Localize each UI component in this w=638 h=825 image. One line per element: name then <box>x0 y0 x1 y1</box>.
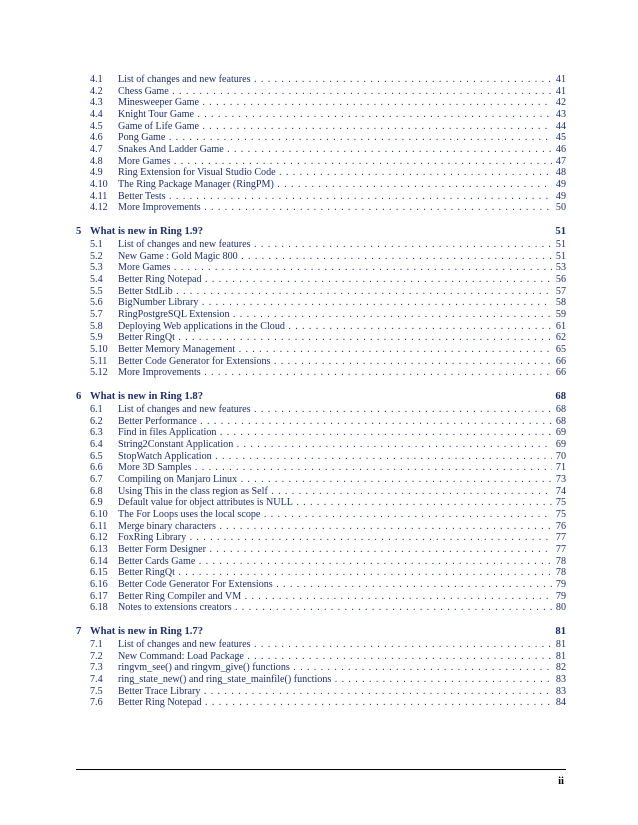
entry-page: 41 <box>555 85 566 97</box>
entry-number: 6.13 <box>90 544 108 556</box>
entry-page: 70 <box>555 450 566 462</box>
entry-number: 5.12 <box>90 367 108 379</box>
entry-title: Better Code Generator For Extensions . . . <box>118 579 552 591</box>
entry-number: 6.10 <box>90 509 108 521</box>
entry-page: 74 <box>555 485 566 497</box>
chapter-number: 7 <box>76 626 82 638</box>
entry-number: 6.14 <box>90 555 108 567</box>
entry-number: 7.3 <box>90 662 103 674</box>
entry-page: 47 <box>555 155 566 167</box>
entry-title: Default value for object attributes is NULL . . . <box>118 497 552 509</box>
entry-number: 7.1 <box>90 639 103 651</box>
entry-title: More 3D Samples . . . <box>118 462 552 474</box>
entry-title: Ring Extension for Visual Studio Code . . . <box>118 167 552 179</box>
toc-entry[interactable] <box>0 451 638 463</box>
entry-page: 48 <box>555 167 566 179</box>
toc-entry[interactable] <box>0 404 638 416</box>
entry-page: 45 <box>555 132 566 144</box>
entry-number: 4.11 <box>90 190 108 202</box>
toc-entry[interactable] <box>0 474 638 486</box>
entry-title: BigNumber Library . . . <box>118 297 552 309</box>
entry-page: 66 <box>555 355 566 367</box>
entry-page: 81 <box>555 650 566 662</box>
entry-number: 6.16 <box>90 579 108 591</box>
toc-entry[interactable] <box>0 179 638 191</box>
entry-number: 5.6 <box>90 297 103 309</box>
entry-number: 4.8 <box>90 155 103 167</box>
chapter-heading[interactable] <box>0 625 638 639</box>
entry-page: 69 <box>555 439 566 451</box>
entry-number: 6.12 <box>90 532 108 544</box>
entry-title: String2Constant Application . . . <box>118 439 552 451</box>
entry-page: 59 <box>555 309 566 321</box>
entry-page: 50 <box>555 202 566 214</box>
chapter-heading[interactable] <box>0 390 638 404</box>
toc-entry[interactable] <box>0 439 638 451</box>
entry-number: 7.5 <box>90 685 103 697</box>
toc-entry[interactable] <box>0 367 638 379</box>
entry-number: 7.6 <box>90 697 103 709</box>
toc-entry[interactable] <box>0 191 638 203</box>
entry-title: Find in files Application . . . <box>118 427 552 439</box>
entry-page: 69 <box>555 427 566 439</box>
entry-title: StopWatch Application . . . <box>118 451 552 463</box>
entry-number: 4.7 <box>90 144 103 156</box>
entry-title: Merge binary characters . . . <box>118 521 552 533</box>
toc-entry[interactable] <box>0 332 638 344</box>
chapter-page: 68 <box>555 391 566 403</box>
entry-number: 6.8 <box>90 485 103 497</box>
entry-title: Chess Game . . . <box>118 86 552 98</box>
toc-entry[interactable] <box>0 416 638 428</box>
entry-number: 6.5 <box>90 450 103 462</box>
entry-page: 62 <box>555 332 566 344</box>
entry-title: Using This in the class region as Self . . . <box>118 486 552 498</box>
toc-entry[interactable] <box>0 651 638 663</box>
entry-number: 4.4 <box>90 109 103 120</box>
entry-page: 84 <box>555 697 566 709</box>
entry-page: 51 <box>555 239 566 251</box>
toc-entry[interactable] <box>0 521 638 533</box>
entry-title: Better Code Generator for Extensions . . . <box>118 356 552 368</box>
entry-number: 5.11 <box>90 355 108 367</box>
chapter-title: What is new in Ring 1.8? <box>90 391 204 403</box>
toc-entry[interactable] <box>0 662 638 674</box>
entry-number: 6.3 <box>90 427 103 439</box>
toc-entry[interactable] <box>0 697 638 709</box>
entry-page: 80 <box>555 602 566 614</box>
entry-page: 46 <box>555 144 566 156</box>
entry-number: 5.4 <box>90 274 103 286</box>
entry-page: 58 <box>555 297 566 309</box>
entry-title: More Games . . . <box>118 262 552 274</box>
entry-number: 4.1 <box>90 74 103 85</box>
entry-title: Snakes And Ladder Game . . . <box>118 144 552 156</box>
entry-title: New Game : Gold Magic 800 . . . <box>118 251 552 263</box>
toc-entry[interactable] <box>0 156 638 168</box>
entry-number: 6.4 <box>90 439 103 451</box>
entry-title: Better Form Designer . . . <box>118 544 552 556</box>
toc-entry[interactable] <box>0 309 638 321</box>
entry-page: 79 <box>555 579 566 591</box>
entry-title: List of changes and new features . . . <box>118 404 552 416</box>
toc-entry[interactable] <box>0 239 638 251</box>
entry-page: 66 <box>555 367 566 379</box>
entry-page: 78 <box>555 567 566 579</box>
entry-number: 6.17 <box>90 590 108 602</box>
entry-title: ringvm_see() and ringvm_give() functions . . . <box>118 662 552 674</box>
entry-number: 6.7 <box>90 474 103 486</box>
toc-entry[interactable] <box>0 74 638 86</box>
toc-entry[interactable] <box>0 297 638 309</box>
toc-entry[interactable] <box>0 274 638 286</box>
entry-page: 53 <box>555 262 566 274</box>
chapter-title: What is new in Ring 1.7? <box>90 626 204 638</box>
entry-page: 42 <box>555 97 566 109</box>
entry-title: More Improvements . . . <box>118 202 552 214</box>
toc-entry[interactable] <box>0 591 638 603</box>
entry-page: 82 <box>555 662 566 674</box>
toc-entry[interactable] <box>0 356 638 368</box>
entry-page: 77 <box>555 544 566 556</box>
entry-title: More Games . . . <box>118 156 552 168</box>
chapter-number: 5 <box>76 226 82 238</box>
entry-title: RingPostgreSQL Extension . . . <box>118 309 552 321</box>
toc-entry[interactable] <box>0 262 638 274</box>
toc-entry[interactable] <box>0 544 638 556</box>
entry-page: 44 <box>555 120 566 132</box>
toc-entry[interactable] <box>0 344 638 356</box>
entry-page: 57 <box>555 285 566 297</box>
entry-title: Better Trace Library . . . <box>118 686 552 698</box>
entry-number: 5.5 <box>90 285 103 297</box>
toc-entry[interactable] <box>0 674 638 686</box>
entry-title: ring_state_new() and ring_state_mainfile() functions . . . <box>118 674 552 686</box>
toc-entry[interactable] <box>0 86 638 98</box>
entry-title: Better Ring Compiler and VM . . . <box>118 591 552 603</box>
chapter-heading[interactable] <box>0 225 638 239</box>
entry-number: 4.3 <box>90 97 103 109</box>
toc-entry[interactable] <box>0 497 638 509</box>
entry-title: Deploying Web applications in the Cloud . . . <box>118 321 552 333</box>
entry-title: Better StdLib . . . <box>118 286 552 298</box>
entry-title: Notes to extensions creators . . . <box>118 602 552 614</box>
entry-number: 4.6 <box>90 132 103 144</box>
entry-number: 4.10 <box>90 179 108 191</box>
entry-number: 5.9 <box>90 332 103 344</box>
entry-title: List of changes and new features . . . <box>118 239 552 251</box>
entry-page: 68 <box>555 415 566 427</box>
entry-number: 4.12 <box>90 202 108 214</box>
entry-title: List of changes and new features . . . <box>118 74 552 86</box>
entry-page: 76 <box>555 520 566 532</box>
entry-page: 75 <box>555 509 566 521</box>
entry-number: 6.2 <box>90 415 103 427</box>
toc-entry[interactable] <box>0 321 638 333</box>
entry-page: 83 <box>555 685 566 697</box>
entry-title: Better Ring Notepad . . . <box>118 274 552 286</box>
toc-entry[interactable] <box>0 286 638 298</box>
entry-number: 6.6 <box>90 462 103 474</box>
entry-number: 6.1 <box>90 404 103 416</box>
toc-entry[interactable] <box>0 602 638 614</box>
toc-entry[interactable] <box>0 639 638 651</box>
entry-page: 49 <box>555 190 566 202</box>
entry-title: Pong Game . . . <box>118 132 552 144</box>
toc-entry[interactable] <box>0 167 638 179</box>
entry-title: Compiling on Manjaro Linux . . . <box>118 474 552 486</box>
entry-page: 43 <box>555 109 566 120</box>
entry-number: 6.9 <box>90 497 103 509</box>
entry-page: 73 <box>555 474 566 486</box>
entry-number: 4.9 <box>90 167 103 179</box>
entry-page: 77 <box>555 532 566 544</box>
entry-page: 68 <box>555 404 566 416</box>
entry-title: Better Tests . . . <box>118 191 552 203</box>
toc-entry[interactable] <box>0 532 638 544</box>
entry-number: 5.2 <box>90 250 103 262</box>
entry-page: 79 <box>555 590 566 602</box>
toc-entry[interactable] <box>0 556 638 568</box>
entry-title: Better RingQt . . . <box>118 567 552 579</box>
entry-page: 61 <box>555 320 566 332</box>
toc-entry[interactable] <box>0 462 638 474</box>
entry-number: 5.10 <box>90 344 108 356</box>
entry-title: The Ring Package Manager (RingPM) . . . <box>118 179 552 191</box>
toc-entry[interactable] <box>0 132 638 144</box>
toc-entry[interactable] <box>0 579 638 591</box>
entry-number: 4.2 <box>90 85 103 97</box>
toc-entry[interactable] <box>0 109 638 121</box>
entry-page: 71 <box>555 462 566 474</box>
entry-page: 65 <box>555 344 566 356</box>
entry-page: 51 <box>555 250 566 262</box>
entry-page: 49 <box>555 179 566 191</box>
entry-number: 5.1 <box>90 239 103 251</box>
entry-page: 81 <box>555 639 566 651</box>
entry-title: More Improvements . . . <box>118 367 552 379</box>
entry-title: Better Performance . . . <box>118 416 552 428</box>
toc-entry[interactable] <box>0 567 638 579</box>
entry-title: Better Cards Game . . . <box>118 556 552 568</box>
entry-title: Knight Tour Game . . . <box>118 109 552 121</box>
toc-entry[interactable] <box>0 144 638 156</box>
entry-number: 5.8 <box>90 320 103 332</box>
entry-title: Game of Life Game . . . <box>118 121 552 133</box>
toc-entry[interactable] <box>0 202 638 214</box>
entry-title: Better Memory Management . . . <box>118 344 552 356</box>
entry-number: 7.4 <box>90 674 103 686</box>
toc-entry[interactable] <box>0 486 638 498</box>
chapter-title: What is new in Ring 1.9? <box>90 226 204 238</box>
entry-title: Better RingQt . . . <box>118 332 552 344</box>
entry-number: 7.2 <box>90 650 103 662</box>
chapter-page: 51 <box>555 226 566 238</box>
chapter-page: 81 <box>555 626 566 638</box>
entry-number: 5.3 <box>90 262 103 274</box>
entry-title: Better Ring Notepad . . . <box>118 697 552 709</box>
entry-title: The For Loops uses the local scope . . . <box>118 509 552 521</box>
toc-entry[interactable] <box>0 509 638 521</box>
chapter-number: 6 <box>76 391 82 403</box>
entry-number: 5.7 <box>90 309 103 321</box>
toc-entry[interactable] <box>0 427 638 439</box>
entry-page: 75 <box>555 497 566 509</box>
entry-title: Minesweeper Game . . . <box>118 97 552 109</box>
entry-title: New Command: Load Package . . . <box>118 651 552 663</box>
toc-entry[interactable] <box>0 121 638 133</box>
toc-entry[interactable] <box>0 97 638 109</box>
entry-page: 78 <box>555 555 566 567</box>
entry-page: 41 <box>555 74 566 85</box>
entry-number: 6.11 <box>90 520 108 532</box>
toc-entry[interactable] <box>0 251 638 263</box>
entry-number: 6.15 <box>90 567 108 579</box>
toc-entry[interactable] <box>0 686 638 698</box>
entry-title: FoxRing Library . . . <box>118 532 552 544</box>
entry-number: 4.5 <box>90 120 103 132</box>
entry-page: 56 <box>555 274 566 286</box>
page-number: ii <box>558 776 564 787</box>
footer-rule <box>76 769 566 770</box>
entry-number: 6.18 <box>90 602 108 614</box>
entry-title: List of changes and new features . . . <box>118 639 552 651</box>
entry-page: 83 <box>555 674 566 686</box>
